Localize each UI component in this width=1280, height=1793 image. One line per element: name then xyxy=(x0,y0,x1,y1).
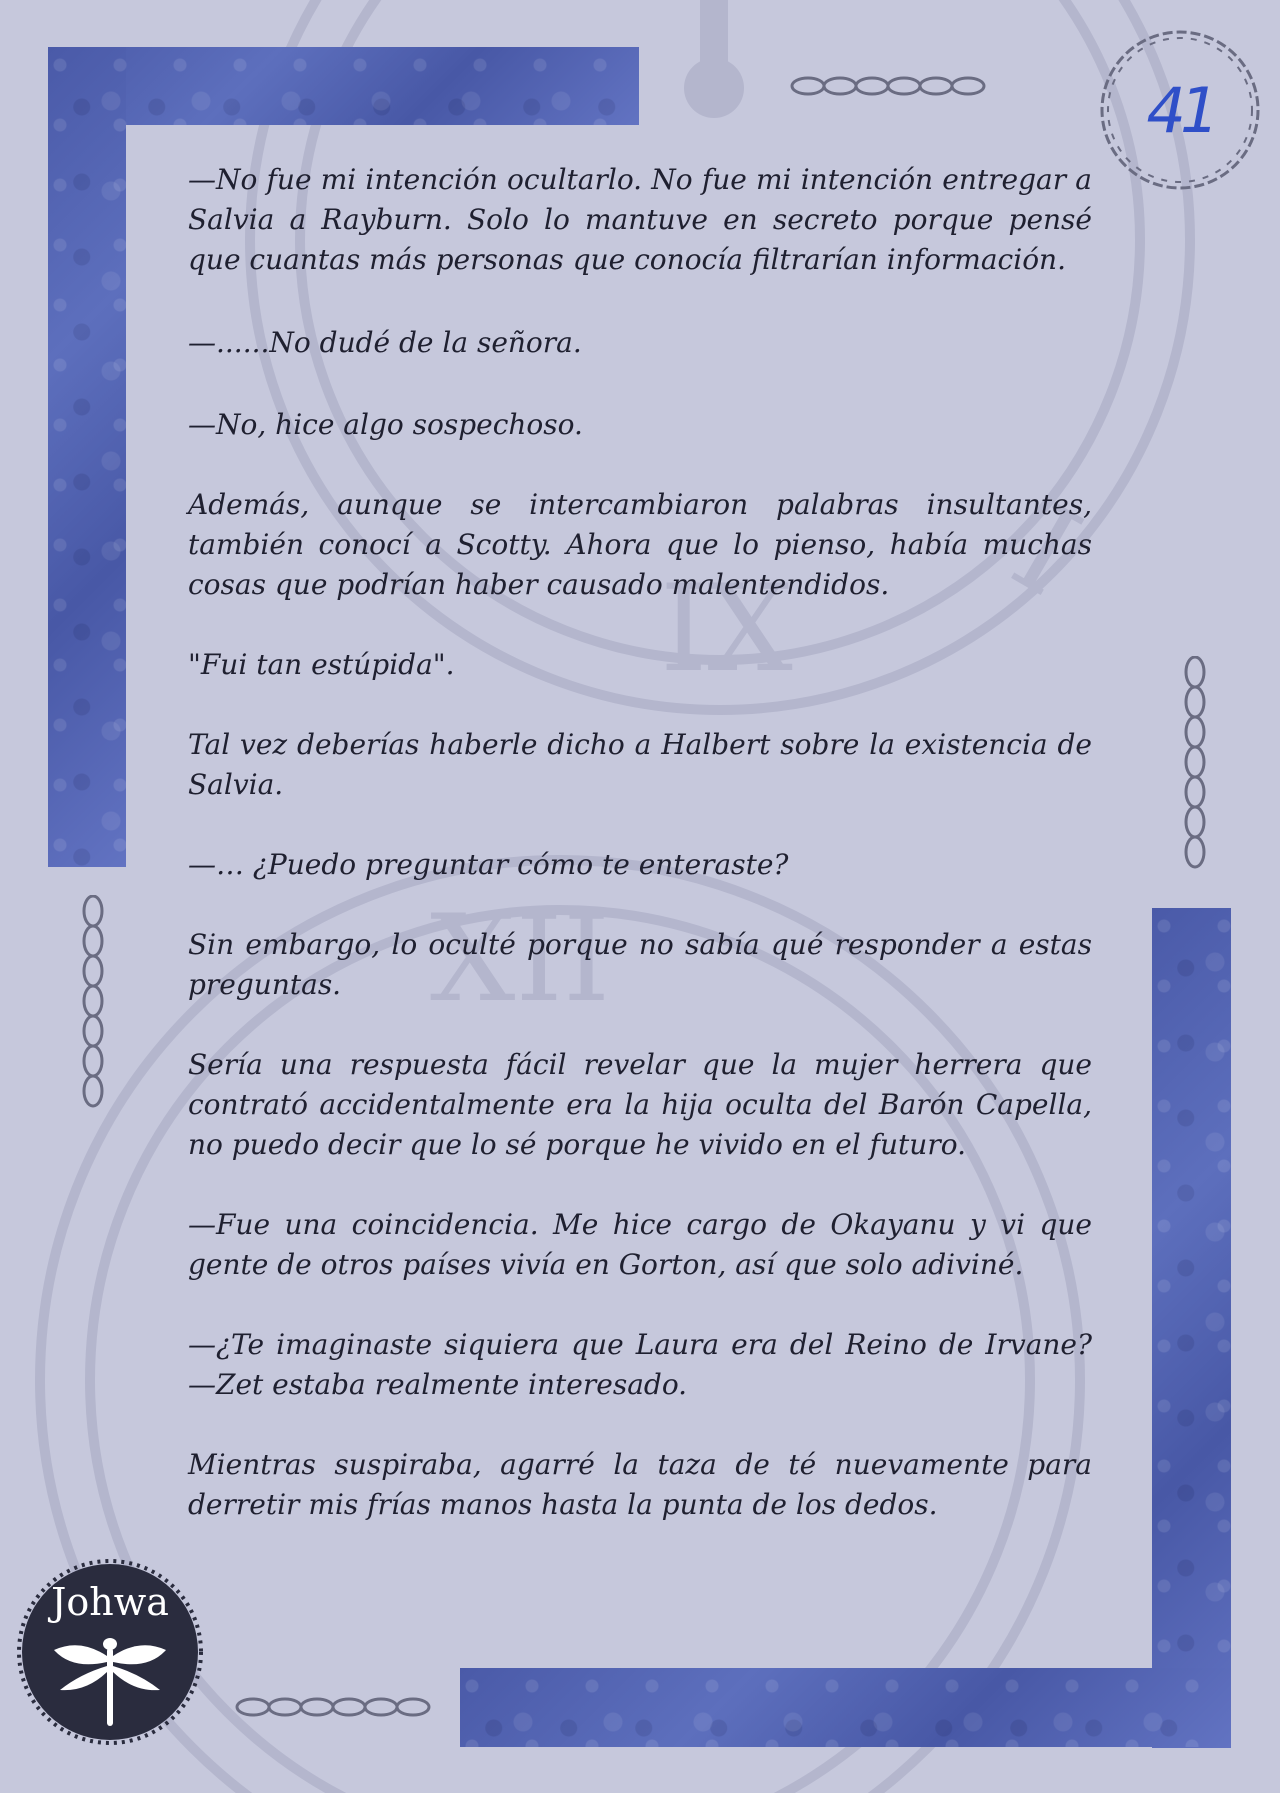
chain-left-icon xyxy=(79,895,107,1115)
frame-right-border xyxy=(1152,908,1231,1748)
dragonfly-icon xyxy=(50,1630,170,1730)
paragraph: Tal vez deberías haberle dicho a Halbert sobre la existencia de Salvia. xyxy=(188,728,1092,801)
paragraph: —No fue mi intención ocultarlo. No fue mi intención entregar a Salvia a Rayburn. Solo lo mantuve en secreto porque pensé que cuantas más personas que conocía filtrarían información. xyxy=(188,163,1092,276)
paragraph: "Fui tan estúpida". xyxy=(188,648,455,681)
logo-text: Johwa xyxy=(51,1580,169,1624)
johwa-logo xyxy=(16,1558,204,1746)
frame-bottom-border xyxy=(460,1668,1231,1747)
paragraph: Mientras suspiraba, agarré la taza de té nuevamente para derretir mis frías manos hasta la punta de los dedos. xyxy=(188,1448,1092,1521)
page-number-badge xyxy=(1095,25,1265,195)
paragraph: —No, hice algo sospechoso. xyxy=(188,408,583,441)
paragraph: —Fue una coincidencia. Me hice cargo de Okayanu y vi que gente de otros países vivía en Gorton, así que solo adiviné. xyxy=(188,1208,1092,1281)
chain-right-icon xyxy=(1181,656,1209,886)
chain-bottom-icon xyxy=(235,1694,445,1720)
paragraph: —¿Te imaginaste siquiera que Laura era del Reino de Irvane? —Zet estaba realmente interesado. xyxy=(188,1328,1092,1401)
svg-text:I: I xyxy=(990,479,1102,624)
paragraph: Además, aunque se intercambiaron palabras insultantes, también conocí a Scotty. Ahora que lo pienso, había muchas cosas que podrían haber causado malentendidos. xyxy=(188,488,1092,601)
paragraph: —… ¿Puedo preguntar cómo te enteraste? xyxy=(188,848,789,881)
paragraph: Sería una respuesta fácil revelar que la mujer herrera que contrató accidentalmente era la hija oculta del Barón Capella, no puedo decir que lo sé porque he vivido en el futuro. xyxy=(188,1048,1092,1161)
paragraph: —......No dudé de la señora. xyxy=(188,326,582,359)
svg-text:XII: XII xyxy=(430,890,611,1029)
paragraph: Sin embargo, lo oculté porque no sabía qué responder a estas preguntas. xyxy=(188,928,1092,1001)
chain-top-icon xyxy=(790,74,990,98)
page-number: 41 xyxy=(1146,73,1214,147)
frame-left-border xyxy=(48,47,126,867)
svg-text:IX: IX xyxy=(660,560,793,699)
frame-top-border xyxy=(48,47,639,125)
